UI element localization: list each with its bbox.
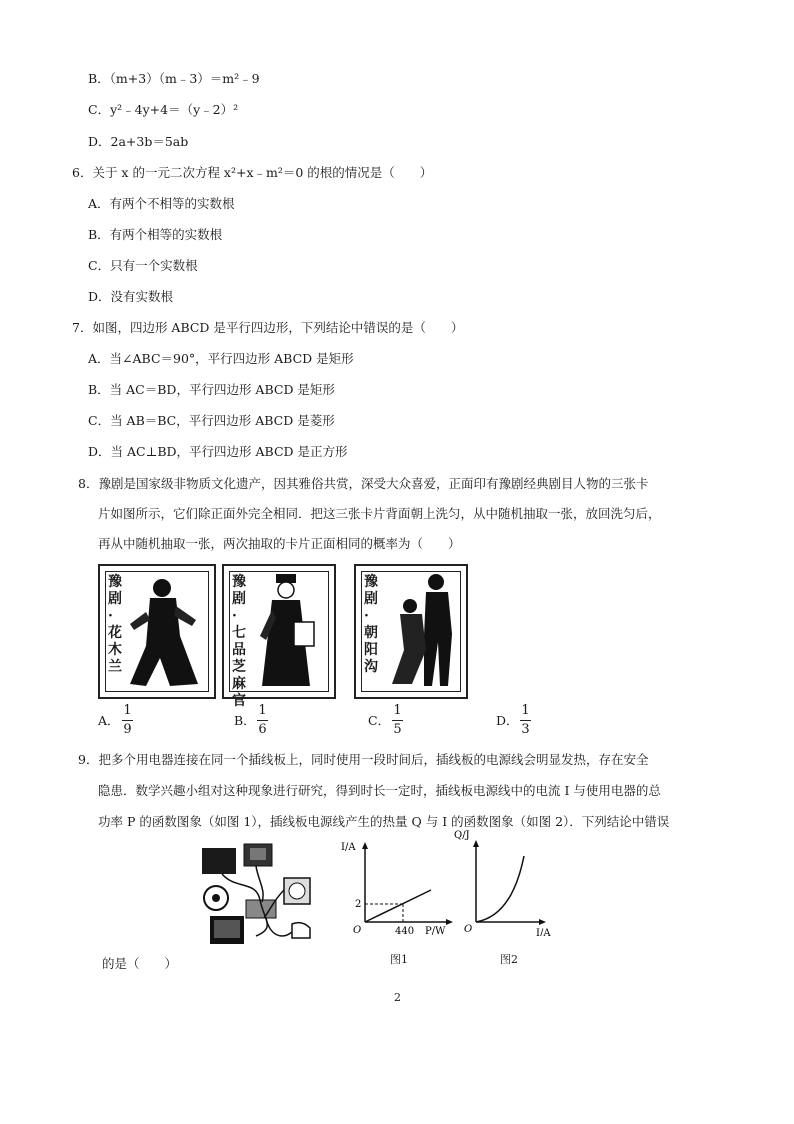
opera-card-3-title: 豫剧·朝阳沟 <box>364 574 378 675</box>
q8-option-d-denominator: 3 <box>521 722 530 737</box>
q8-option-c-denominator: 5 <box>393 722 402 737</box>
figure-2-caption: 图2 <box>500 953 518 966</box>
figure-1-graph <box>337 836 467 936</box>
q8-option-b-numerator: 1 <box>258 703 267 718</box>
figure-2-graph <box>452 826 552 936</box>
page-number: 2 <box>394 991 401 1004</box>
q8-option-c-numerator: 1 <box>393 703 402 718</box>
q7-option-c: C．当 AB＝BC，平行四边形 ABCD 是菱形 <box>88 413 335 428</box>
fig1-origin: O <box>353 925 362 936</box>
fig1-ylabel: I/A <box>341 842 356 853</box>
q8-option-b-fraction <box>257 704 268 737</box>
q8-option-d-letter: D． <box>496 713 519 728</box>
q8-option-c-fraction <box>392 704 403 737</box>
q8-option-c-letter: C． <box>368 713 391 728</box>
q7-option-d: D．当 AC⊥BD，平行四边形 ABCD 是正方形 <box>88 444 348 459</box>
q8-line-2: 片如图所示，它们除正面外完全相同．把这三张卡片背面朝上洗匀，从中随机抽取一张，放回洗匀后， <box>98 506 661 521</box>
q9-line-1: 9．把多个用电器连接在同一个插线板上，同时使用一段时间后，插线板的电源线会明显发热，存在安全 <box>78 752 649 767</box>
fig1-xlabel: P/W <box>425 926 446 936</box>
opera-card-1-title: 豫剧·花木兰 <box>108 574 122 675</box>
fig1-line <box>365 890 431 922</box>
q9-line-3: 功率 P 的函数图象（如图 1），插线板电源线产生的热量 Q 与 I 的函数图象（如图 2）．下列结论中错误 <box>98 814 670 829</box>
opera-card-2 <box>222 564 336 709</box>
q7-stem: 7．如图，四边形 ABCD 是平行四边形，下列结论中错误的是（ ） <box>72 320 464 335</box>
q5-option-c: C．y²﹣4y+4＝（y﹣2）² <box>88 102 239 117</box>
opera-card-3 <box>354 564 468 699</box>
q8-line-3: 再从中随机抽取一张，两次抽取的卡片正面相同的概率为（ ） <box>98 536 461 551</box>
appliances-illustration <box>196 840 326 952</box>
figure-1-caption: 图1 <box>390 953 408 966</box>
q6-option-c: C．只有一个实数根 <box>88 258 198 273</box>
opera-figure-1-illustration <box>100 566 214 697</box>
q7-option-b: B．当 AC＝BD，平行四边形 ABCD 是矩形 <box>88 382 335 397</box>
fig2-curve <box>476 856 524 922</box>
q8-line-1: 8．豫剧是国家级非物质文化遗产，因其雅俗共赏，深受大众喜爱，正面印有豫剧经典剧目人物的三张卡 <box>78 476 649 491</box>
q8-option-a-fraction <box>122 704 133 737</box>
fig2-origin: O <box>464 924 473 935</box>
q6-stem: 6．关于 x 的一元二次方程 x²+x﹣m²＝0 的根的情况是（ ） <box>72 165 433 180</box>
q8-option-d-numerator: 1 <box>521 703 530 718</box>
q6-option-b: B．有两个相等的实数根 <box>88 227 223 242</box>
q5-option-b: B．（m+3）（m﹣3）＝m²﹣9 <box>88 71 260 86</box>
q8-option-a-letter: A． <box>98 713 120 728</box>
fig2-ylabel: Q/J <box>454 830 470 841</box>
q8-option-b-letter: B． <box>234 713 256 728</box>
q6-option-a: A．有两个不相等的实数根 <box>88 196 235 211</box>
fig2-xlabel: I/A <box>536 928 551 936</box>
q6-option-d: D．没有实数根 <box>88 289 174 304</box>
q8-option-d-fraction <box>520 704 531 737</box>
fig1-xtick: 440 <box>395 926 415 936</box>
q9-line-2: 隐患．数学兴趣小组对这种现象进行研究，得到时长一定时，插线板电源线中的电流 I 与使用电器的总 <box>98 783 661 798</box>
opera-figure-2-illustration <box>224 566 334 697</box>
q9-line-4: 的是（ ） <box>102 956 178 971</box>
fig1-ytick: 2 <box>355 899 362 910</box>
opera-card-1 <box>98 564 216 699</box>
q5-option-d: D．2a+3b＝5ab <box>88 134 189 149</box>
q8-option-b-denominator: 6 <box>258 722 267 737</box>
opera-card-2-title: 豫剧·七品芝麻官 <box>232 574 246 709</box>
q7-option-a: A．当∠ABC＝90°，平行四边形 ABCD 是矩形 <box>88 351 354 366</box>
q8-option-a-numerator: 1 <box>123 703 132 718</box>
q8-option-a-denominator: 9 <box>123 722 132 737</box>
opera-figure-3-illustration <box>356 566 466 697</box>
